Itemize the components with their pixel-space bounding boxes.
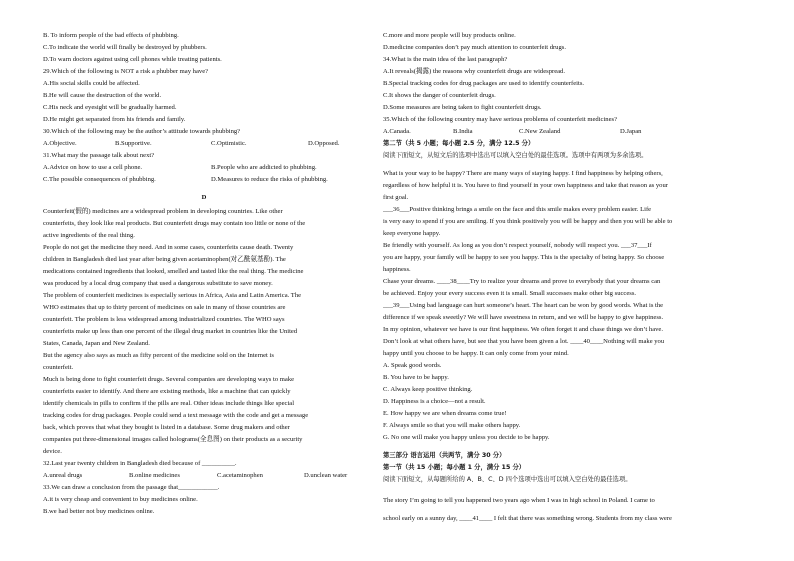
section2-title: 第二节（共 5 小题；每小题 2.5 分，满分 12.5 分） — [383, 140, 535, 147]
question-line: 35.Which of the following country may have serious problems of counterfeit medicines? — [383, 116, 618, 123]
question-line: D.He might get separated from his friends and family. — [43, 116, 186, 123]
passage-line: tracking codes for drug packages. People could send a text message with the code and get a message — [43, 412, 309, 419]
q31-row2 — [43, 174, 365, 186]
q32-stem: 32.Last year twenty children in Bangladesh died because of __________. — [43, 460, 237, 467]
question-line: B.He will cause the destruction of the world. — [43, 92, 162, 99]
q33-block — [43, 482, 365, 518]
passage-line: first goal. — [383, 194, 409, 201]
right-top-lines — [383, 30, 751, 126]
question-line: C.His neck and eyesight will be gradually harmed. — [43, 104, 177, 111]
passage-line: is very easy to spend if you are smiling. If you think positively you will be happy and then you will be able to — [383, 218, 673, 225]
passage-line: identify chemicals in pills to confirm if the pills are real. Other ideas include things like special — [43, 400, 295, 407]
question-line: 30.Which of the following may be the author’s attitude towards phubbing? — [43, 128, 241, 135]
passage-line: children in Bangladesh died last year after being given acetaminophen(对乙酰氨基酚). The — [43, 256, 286, 263]
passage-line: counterfeits easier to identify. And there are existing methods, like a machine that can quickly — [43, 388, 291, 395]
seven-options — [383, 360, 751, 444]
passage-line: counterfeits make up less than one percent of the illegal drug market in countries like the United — [43, 328, 298, 335]
q30-option-b: B.Supportive. — [115, 140, 152, 147]
question-line: B. To inform people of the bad effects of phubbing. — [43, 32, 179, 39]
q32-options — [43, 470, 365, 482]
passage-line: People do not get the medicine they need. And in some cases, counterfeits cause death. Twenty — [43, 244, 294, 251]
left-top-lines — [43, 30, 365, 138]
passage-line: medications contained ingredients that looked, smelled and tasted like the real thing. The medicine — [43, 268, 304, 275]
question-line: C.It shows the danger of counterfeit drugs. — [383, 92, 496, 99]
answer-option: E. How happy we are when dreams come true! — [383, 410, 507, 417]
passage-line: device. — [43, 448, 62, 455]
q31-row1 — [43, 162, 365, 174]
question-line: 33.We can draw a conclusion from the passage that____________. — [43, 484, 220, 491]
q30-option-c: C.Optimistic. — [211, 140, 247, 147]
question-line: A.His social skills could be affected. — [43, 80, 140, 87]
passage-line: Don’t look at what others have, but see that you have been given a lot. ____40____Nothing will make you — [383, 338, 665, 345]
passage-line: companies put three-dimensional images called holograms(全息图) on their products as a security — [43, 436, 303, 443]
passage-line: ___36___Positive thinking brings a smile on the face and this smile makes every problem easier. Life — [383, 206, 652, 213]
answer-option: F. Always smile so that you will make others happy. — [383, 422, 521, 429]
q31-option-c: C.The possible consequences of phubbing. — [43, 176, 156, 183]
passage-line: active ingredients of the real thing. — [43, 232, 135, 239]
passage-line: counterfeit. The problem is less widespread among industrialized countries. The WHO says — [43, 316, 285, 323]
q35-option-a: A.Canada. — [383, 128, 411, 135]
question-line: D.medicine companies don’t pay much attention to counterfeit drugs. — [383, 44, 566, 51]
q32-option-d: D.unclean water — [304, 472, 348, 479]
passage-line: regardless of how helpful it is. You have to find yourself in your own happiness and take that reason as your — [383, 182, 668, 189]
question-line: C.To indicate the world will finally be destroyed by phubbers. — [43, 44, 207, 51]
answer-option: D. Happiness is a choice—not a result. — [383, 398, 486, 405]
passage-line: back, which proves that what they bought is listed in a database. Some drug makers and other — [43, 424, 290, 431]
answer-option: G. No one will make you happy unless you decide to be happy. — [383, 434, 550, 441]
q31-option-d: D.Measures to reduce the risks of phubbing. — [211, 176, 328, 183]
cloze-passage — [383, 492, 751, 528]
answer-option: C. Always keep positive thinking. — [383, 386, 473, 393]
question-line: C.more and more people will buy products online. — [383, 32, 516, 39]
q35-options — [383, 126, 751, 138]
q35-option-b: B.India — [453, 128, 473, 135]
passage-line: difference if we speak sweetly? We will have sweetness in return, and we will be happy to give happiness. — [383, 314, 664, 321]
passage-line: In my opinion, whatever we have is our first happiness. We often forget it and chase things we don’t have. — [383, 326, 664, 333]
left-column — [43, 30, 365, 518]
passage-line: The problem of counterfeit medicines is especially serious in Africa, Asia and Latin America. The — [43, 292, 302, 299]
question-line: D.To warn doctors against using cell phones while treating patients. — [43, 56, 222, 63]
q30-option-d: D.Opposed. — [308, 140, 340, 147]
q35-option-d: D.Japan — [620, 128, 642, 135]
question-line: D.Some measures are being taken to fight counterfeit drugs. — [383, 104, 542, 111]
passage-line: you are happy, your family will be happy to see you happy. This is the specialty of being happy. So choose — [383, 254, 665, 261]
passage-line: be achieved. Enjoy your every success even it is small. Small successes make other big success. — [383, 290, 637, 297]
passage-line: counterfeits, they look like real products. But counterfeit drugs may contain too little or none of the — [43, 220, 306, 227]
passage-line: Much is being done to fight counterfeit drugs. Several companies are developing ways to make — [43, 376, 295, 383]
passage-line: keep everyone happy. — [383, 230, 441, 237]
section2-instructions: 阅读下面短文，从短文后的选项中选出可以填入空白处的最佳选项。选项中有两项为多余选项。 — [383, 152, 648, 159]
passage-line: was produced by a local drug company that used a dangerous substitute to save money. — [43, 280, 273, 287]
q30-option-a: A.Objective. — [43, 140, 77, 147]
passage-line: happiness. — [383, 266, 411, 273]
q30-options — [43, 138, 365, 150]
q32-option-c: C.acetaminophen — [217, 472, 263, 479]
passage-d-letter: D — [201, 194, 207, 201]
passage-line: counterfeit. — [43, 364, 74, 371]
q31-stem: 31.What may the passage talk about next? — [43, 152, 155, 159]
passage-line: WHO estimates that up to thirty percent of medicines on sale in many of those countries are — [43, 304, 286, 311]
passage-line: But the agency also says as much as fifty percent of the medicine sold on the Internet is — [43, 352, 274, 359]
question-line: B.we had better not buy medicines online. — [43, 508, 155, 515]
question-line: A.It reveals(揭露) the reasons why counterfeit drugs are widespread. — [383, 68, 565, 75]
happiness-passage — [383, 168, 751, 360]
passage-line: Chase your dreams. ____38____Try to realize your dreams and prove to everybody that your dreams can — [383, 278, 661, 285]
passage-line: States, Canada, Japan and New Zealand. — [43, 340, 150, 347]
question-line: 29.Which of the following is NOT a risk a phubber may have? — [43, 68, 209, 75]
question-line: B.Special tracking codes for drug packages are used to identify counterfeits. — [383, 80, 585, 87]
passage-line: Counterfeit(假的) medicines are a widespread problem in developing countries. Like other — [43, 208, 283, 215]
part3-section1-instructions: 阅读下面短文，从每题所给的 A、B、C、D 四个选项中选出可以填入空白处的最佳选项。 — [383, 476, 632, 483]
q31-option-b: B.People who are addicted to phubbing. — [211, 164, 317, 171]
q32-option-b: B.online medicines — [129, 472, 180, 479]
question-line: 34.What is the main idea of the last paragraph? — [383, 56, 508, 63]
part3-title: 第三部分 语言运用（共两节，满分 30 分） — [383, 452, 506, 459]
passage-line: Be friendly with yourself. As long as you don’t respect yourself, nobody will respect you. ___37___If — [383, 242, 652, 249]
passage-line: happy until you choose to be happy. It can only come from your mind. — [383, 350, 569, 357]
answer-option: B. You have to be happy. — [383, 374, 449, 381]
q35-option-c: C.New Zealand — [519, 128, 561, 135]
passage-line: What is your way to be happy? There are many ways of staying happy. I find happiness by helping others, — [383, 170, 663, 177]
answer-option: A. Speak good words. — [383, 362, 442, 369]
passage-d-body — [43, 206, 365, 458]
cloze-line: school early on a sunny day, ____41____ I felt that there was something wrong. Students from my class were — [383, 515, 672, 522]
right-column — [383, 30, 751, 528]
part3-section1-title: 第一节（共 15 小题；每小题 1 分，满分 15 分） — [383, 464, 526, 471]
passage-line: ___39___Using bad language can hurt someone’s heart. The heart can be won by good words. What is the — [383, 302, 664, 309]
q31-option-a: A.Advice on how to use a cell phone. — [43, 164, 143, 171]
q32-option-a: A.unreal drugs — [43, 472, 83, 479]
question-line: A.it is very cheap and convenient to buy medicines online. — [43, 496, 198, 503]
cloze-line: The story I’m going to tell you happened two years ago when I was in high school in Poland. I came to — [383, 497, 655, 504]
